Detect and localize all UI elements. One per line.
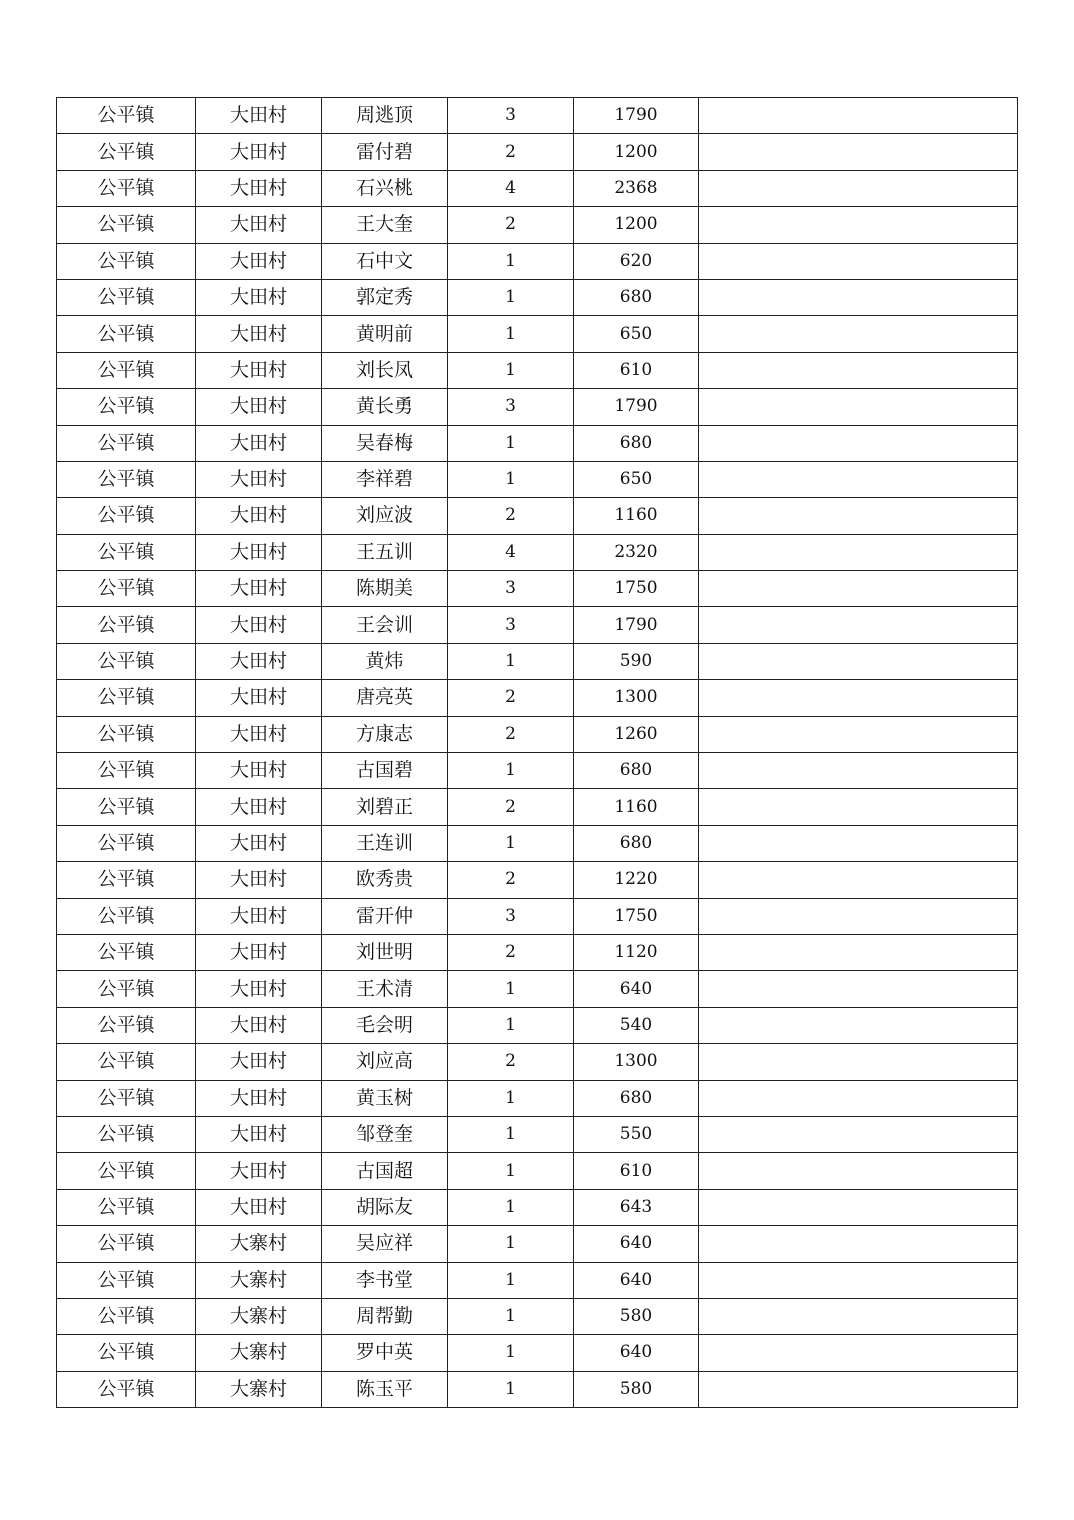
count-cell: 4: [448, 170, 574, 206]
amount-cell: 1220: [574, 862, 699, 898]
table-row: [57, 1226, 1018, 1262]
town-cell: 公平镇: [57, 643, 196, 679]
amount-cell: 1790: [574, 98, 699, 134]
note-cell: [699, 934, 1018, 970]
village-cell: 大寨村: [196, 1335, 322, 1371]
count-cell: 1: [448, 461, 574, 497]
village-cell: 大田村: [196, 243, 322, 279]
amount-cell: 1120: [574, 934, 699, 970]
note-cell: [699, 1116, 1018, 1152]
note-cell: [699, 862, 1018, 898]
town-cell: 公平镇: [57, 389, 196, 425]
town-cell: 公平镇: [57, 1116, 196, 1152]
village-cell: 大田村: [196, 134, 322, 170]
name-cell: 刘应波: [322, 498, 448, 534]
count-cell: 1: [448, 825, 574, 861]
village-cell: 大田村: [196, 898, 322, 934]
name-cell: 陈玉平: [322, 1371, 448, 1407]
name-cell: 郭定秀: [322, 279, 448, 315]
count-cell: 1: [448, 1007, 574, 1043]
amount-cell: 1750: [574, 898, 699, 934]
count-cell: 2: [448, 789, 574, 825]
name-cell: 方康志: [322, 716, 448, 752]
town-cell: 公平镇: [57, 1226, 196, 1262]
count-cell: 2: [448, 716, 574, 752]
note-cell: [699, 971, 1018, 1007]
count-cell: 1: [448, 352, 574, 388]
note-cell: [699, 534, 1018, 570]
town-cell: 公平镇: [57, 134, 196, 170]
town-cell: 公平镇: [57, 170, 196, 206]
count-cell: 1: [448, 643, 574, 679]
amount-cell: 1790: [574, 389, 699, 425]
count-cell: 1: [448, 1116, 574, 1152]
table-row: [57, 1044, 1018, 1080]
count-cell: 1: [448, 1371, 574, 1407]
note-cell: [699, 898, 1018, 934]
village-cell: 大田村: [196, 971, 322, 1007]
count-cell: 1: [448, 1080, 574, 1116]
village-cell: 大寨村: [196, 1298, 322, 1334]
village-cell: 大田村: [196, 316, 322, 352]
name-cell: 王连训: [322, 825, 448, 861]
table-row: [57, 789, 1018, 825]
amount-cell: 650: [574, 461, 699, 497]
village-cell: 大田村: [196, 207, 322, 243]
count-cell: 2: [448, 934, 574, 970]
table-row: [57, 1080, 1018, 1116]
table-row: [57, 1189, 1018, 1225]
amount-cell: 680: [574, 753, 699, 789]
count-cell: 1: [448, 425, 574, 461]
town-cell: 公平镇: [57, 789, 196, 825]
table-row: [57, 352, 1018, 388]
table-row: [57, 825, 1018, 861]
village-cell: 大田村: [196, 498, 322, 534]
amount-cell: 610: [574, 352, 699, 388]
amount-cell: 2320: [574, 534, 699, 570]
count-cell: 1: [448, 1153, 574, 1189]
table-row: [57, 1262, 1018, 1298]
table-row: [57, 607, 1018, 643]
note-cell: [699, 461, 1018, 497]
town-cell: 公平镇: [57, 1153, 196, 1189]
count-cell: 1: [448, 1226, 574, 1262]
note-cell: [699, 1298, 1018, 1334]
village-cell: 大寨村: [196, 1262, 322, 1298]
table-row: [57, 1153, 1018, 1189]
note-cell: [699, 425, 1018, 461]
name-cell: 王会训: [322, 607, 448, 643]
village-cell: 大田村: [196, 425, 322, 461]
town-cell: 公平镇: [57, 207, 196, 243]
village-cell: 大田村: [196, 862, 322, 898]
note-cell: [699, 753, 1018, 789]
table-row: [57, 862, 1018, 898]
village-cell: 大田村: [196, 1044, 322, 1080]
name-cell: 石中文: [322, 243, 448, 279]
town-cell: 公平镇: [57, 898, 196, 934]
note-cell: [699, 352, 1018, 388]
village-cell: 大田村: [196, 934, 322, 970]
amount-cell: 650: [574, 316, 699, 352]
table-row: [57, 425, 1018, 461]
village-cell: 大田村: [196, 1189, 322, 1225]
village-cell: 大田村: [196, 534, 322, 570]
amount-cell: 590: [574, 643, 699, 679]
count-cell: 2: [448, 1044, 574, 1080]
table-row: [57, 279, 1018, 315]
amount-cell: 1200: [574, 207, 699, 243]
amount-cell: 640: [574, 1226, 699, 1262]
town-cell: 公平镇: [57, 571, 196, 607]
name-cell: 刘长凤: [322, 352, 448, 388]
amount-cell: 550: [574, 1116, 699, 1152]
table-row: [57, 971, 1018, 1007]
name-cell: 周帮勤: [322, 1298, 448, 1334]
amount-cell: 1260: [574, 716, 699, 752]
count-cell: 2: [448, 862, 574, 898]
note-cell: [699, 1262, 1018, 1298]
village-cell: 大田村: [196, 753, 322, 789]
name-cell: 古国超: [322, 1153, 448, 1189]
note-cell: [699, 680, 1018, 716]
table-row: [57, 898, 1018, 934]
town-cell: 公平镇: [57, 1007, 196, 1043]
note-cell: [699, 1080, 1018, 1116]
amount-cell: 1300: [574, 680, 699, 716]
count-cell: 3: [448, 898, 574, 934]
town-cell: 公平镇: [57, 1335, 196, 1371]
amount-cell: 640: [574, 1335, 699, 1371]
name-cell: 刘世明: [322, 934, 448, 970]
village-cell: 大田村: [196, 643, 322, 679]
town-cell: 公平镇: [57, 425, 196, 461]
table-row: [57, 753, 1018, 789]
name-cell: 古国碧: [322, 753, 448, 789]
name-cell: 周逃顶: [322, 98, 448, 134]
town-cell: 公平镇: [57, 1371, 196, 1407]
table-row: [57, 534, 1018, 570]
count-cell: 1: [448, 1298, 574, 1334]
name-cell: 黄玉树: [322, 1080, 448, 1116]
town-cell: 公平镇: [57, 971, 196, 1007]
table-row: [57, 1335, 1018, 1371]
count-cell: 2: [448, 207, 574, 243]
name-cell: 毛会明: [322, 1007, 448, 1043]
table-row: [57, 316, 1018, 352]
note-cell: [699, 1371, 1018, 1407]
name-cell: 邹登奎: [322, 1116, 448, 1152]
table-row: [57, 680, 1018, 716]
town-cell: 公平镇: [57, 352, 196, 388]
note-cell: [699, 1189, 1018, 1225]
name-cell: 刘应高: [322, 1044, 448, 1080]
table-row: [57, 1116, 1018, 1152]
count-cell: 1: [448, 753, 574, 789]
town-cell: 公平镇: [57, 716, 196, 752]
village-cell: 大田村: [196, 1080, 322, 1116]
village-cell: 大田村: [196, 825, 322, 861]
town-cell: 公平镇: [57, 1298, 196, 1334]
village-cell: 大田村: [196, 389, 322, 425]
town-cell: 公平镇: [57, 1044, 196, 1080]
note-cell: [699, 1044, 1018, 1080]
town-cell: 公平镇: [57, 1080, 196, 1116]
table-row: [57, 1298, 1018, 1334]
amount-cell: 580: [574, 1371, 699, 1407]
village-cell: 大田村: [196, 607, 322, 643]
note-cell: [699, 607, 1018, 643]
note-cell: [699, 98, 1018, 134]
amount-cell: 1160: [574, 498, 699, 534]
data-table: [56, 97, 1018, 1408]
amount-cell: 540: [574, 1007, 699, 1043]
amount-cell: 1160: [574, 789, 699, 825]
count-cell: 1: [448, 971, 574, 1007]
amount-cell: 680: [574, 1080, 699, 1116]
amount-cell: 1790: [574, 607, 699, 643]
name-cell: 黄长勇: [322, 389, 448, 425]
town-cell: 公平镇: [57, 243, 196, 279]
amount-cell: 620: [574, 243, 699, 279]
name-cell: 吴春梅: [322, 425, 448, 461]
note-cell: [699, 389, 1018, 425]
amount-cell: 680: [574, 825, 699, 861]
count-cell: 3: [448, 607, 574, 643]
name-cell: 刘碧正: [322, 789, 448, 825]
amount-cell: 580: [574, 1298, 699, 1334]
town-cell: 公平镇: [57, 534, 196, 570]
table-row: [57, 134, 1018, 170]
note-cell: [699, 1007, 1018, 1043]
count-cell: 2: [448, 134, 574, 170]
name-cell: 石兴桃: [322, 170, 448, 206]
village-cell: 大田村: [196, 789, 322, 825]
note-cell: [699, 643, 1018, 679]
note-cell: [699, 571, 1018, 607]
note-cell: [699, 789, 1018, 825]
table-row: [57, 643, 1018, 679]
count-cell: 1: [448, 279, 574, 315]
table-row: [57, 934, 1018, 970]
name-cell: 王大奎: [322, 207, 448, 243]
note-cell: [699, 316, 1018, 352]
name-cell: 黄明前: [322, 316, 448, 352]
table-row: [57, 1371, 1018, 1407]
count-cell: 2: [448, 498, 574, 534]
table-row: [57, 571, 1018, 607]
village-cell: 大田村: [196, 1007, 322, 1043]
table-row: [57, 498, 1018, 534]
note-cell: [699, 1335, 1018, 1371]
note-cell: [699, 207, 1018, 243]
amount-cell: 610: [574, 1153, 699, 1189]
amount-cell: 1750: [574, 571, 699, 607]
village-cell: 大寨村: [196, 1226, 322, 1262]
town-cell: 公平镇: [57, 934, 196, 970]
town-cell: 公平镇: [57, 1262, 196, 1298]
count-cell: 1: [448, 1262, 574, 1298]
town-cell: 公平镇: [57, 825, 196, 861]
note-cell: [699, 716, 1018, 752]
name-cell: 罗中英: [322, 1335, 448, 1371]
note-cell: [699, 170, 1018, 206]
amount-cell: 2368: [574, 170, 699, 206]
name-cell: 李书堂: [322, 1262, 448, 1298]
name-cell: 王五训: [322, 534, 448, 570]
village-cell: 大田村: [196, 461, 322, 497]
table-row: [57, 170, 1018, 206]
count-cell: 3: [448, 571, 574, 607]
name-cell: 雷开仲: [322, 898, 448, 934]
village-cell: 大田村: [196, 716, 322, 752]
amount-cell: 1200: [574, 134, 699, 170]
town-cell: 公平镇: [57, 1189, 196, 1225]
amount-cell: 1300: [574, 1044, 699, 1080]
village-cell: 大田村: [196, 279, 322, 315]
name-cell: 王术清: [322, 971, 448, 1007]
count-cell: 3: [448, 389, 574, 425]
count-cell: 1: [448, 1189, 574, 1225]
town-cell: 公平镇: [57, 461, 196, 497]
table-row: [57, 243, 1018, 279]
village-cell: 大田村: [196, 1116, 322, 1152]
note-cell: [699, 134, 1018, 170]
note-cell: [699, 1226, 1018, 1262]
name-cell: 胡际友: [322, 1189, 448, 1225]
name-cell: 黄炜: [322, 643, 448, 679]
table-body: [57, 98, 1018, 1408]
table-row: [57, 1007, 1018, 1043]
amount-cell: 680: [574, 279, 699, 315]
name-cell: 雷付碧: [322, 134, 448, 170]
note-cell: [699, 279, 1018, 315]
table-row: [57, 207, 1018, 243]
count-cell: 1: [448, 243, 574, 279]
table-row: [57, 98, 1018, 134]
village-cell: 大寨村: [196, 1371, 322, 1407]
town-cell: 公平镇: [57, 680, 196, 716]
village-cell: 大田村: [196, 352, 322, 388]
table-row: [57, 389, 1018, 425]
count-cell: 3: [448, 98, 574, 134]
village-cell: 大田村: [196, 1153, 322, 1189]
amount-cell: 640: [574, 971, 699, 1007]
count-cell: 1: [448, 316, 574, 352]
town-cell: 公平镇: [57, 498, 196, 534]
town-cell: 公平镇: [57, 607, 196, 643]
note-cell: [699, 498, 1018, 534]
village-cell: 大田村: [196, 571, 322, 607]
name-cell: 李祥碧: [322, 461, 448, 497]
village-cell: 大田村: [196, 170, 322, 206]
count-cell: 1: [448, 1335, 574, 1371]
village-cell: 大田村: [196, 680, 322, 716]
count-cell: 2: [448, 680, 574, 716]
count-cell: 4: [448, 534, 574, 570]
town-cell: 公平镇: [57, 316, 196, 352]
town-cell: 公平镇: [57, 753, 196, 789]
name-cell: 吴应祥: [322, 1226, 448, 1262]
town-cell: 公平镇: [57, 862, 196, 898]
table-row: [57, 461, 1018, 497]
name-cell: 陈期美: [322, 571, 448, 607]
amount-cell: 643: [574, 1189, 699, 1225]
table-row: [57, 716, 1018, 752]
village-cell: 大田村: [196, 98, 322, 134]
amount-cell: 680: [574, 425, 699, 461]
town-cell: 公平镇: [57, 279, 196, 315]
note-cell: [699, 243, 1018, 279]
note-cell: [699, 825, 1018, 861]
town-cell: 公平镇: [57, 98, 196, 134]
note-cell: [699, 1153, 1018, 1189]
amount-cell: 640: [574, 1262, 699, 1298]
name-cell: 唐亮英: [322, 680, 448, 716]
name-cell: 欧秀贵: [322, 862, 448, 898]
